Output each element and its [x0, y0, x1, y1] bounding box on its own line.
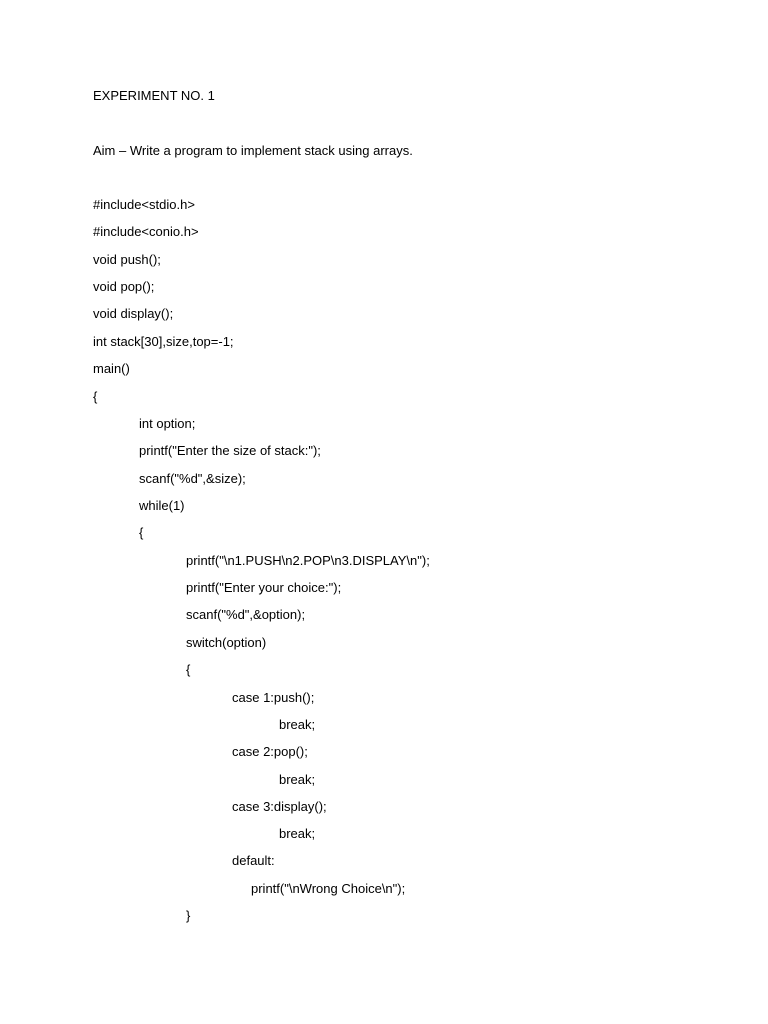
code-line: printf("\nWrong Choice\n"); — [251, 881, 406, 896]
code-line: scanf("%d",&size); — [139, 471, 246, 486]
aim-statement: Aim – Write a program to implement stack using arrays. — [93, 143, 413, 158]
code-line: void pop(); — [93, 279, 155, 294]
code-line: int stack[30],size,top=-1; — [93, 334, 234, 349]
code-line: #include<conio.h> — [93, 224, 199, 239]
code-line: printf("Enter your choice:"); — [186, 580, 342, 595]
code-line: } — [186, 908, 191, 923]
code-line: scanf("%d",&option); — [186, 607, 306, 622]
experiment-heading: EXPERIMENT NO. 1 — [93, 88, 215, 103]
code-line: case 1:push(); — [232, 690, 315, 705]
code-line: { — [186, 662, 191, 677]
code-line: break; — [279, 717, 316, 732]
code-line: #include<stdio.h> — [93, 197, 195, 212]
code-line: int option; — [139, 416, 196, 431]
code-line: printf("\n1.PUSH\n2.POP\n3.DISPLAY\n"); — [186, 553, 430, 568]
code-line: break; — [279, 826, 316, 841]
code-line: while(1) — [139, 498, 185, 513]
code-line: main() — [93, 361, 130, 376]
code-line: { — [139, 525, 144, 540]
code-line: case 2:pop(); — [232, 744, 308, 759]
code-line: default: — [232, 853, 275, 868]
code-line: void push(); — [93, 252, 161, 267]
code-line: void display(); — [93, 306, 174, 321]
code-line: case 3:display(); — [232, 799, 327, 814]
code-line: break; — [279, 772, 316, 787]
code-line: { — [93, 389, 98, 404]
code-line: switch(option) — [186, 635, 267, 650]
code-line: printf("Enter the size of stack:"); — [139, 443, 321, 458]
